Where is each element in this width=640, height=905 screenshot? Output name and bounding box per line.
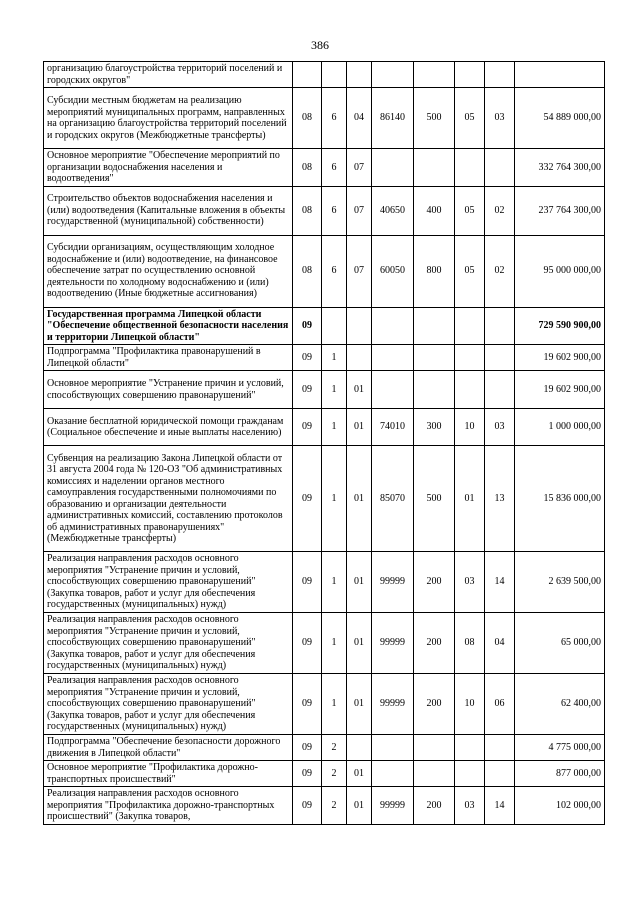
subsection-cell	[485, 62, 515, 88]
expense-type-cell: 200	[414, 674, 455, 735]
table-row	[44, 149, 605, 187]
program-code-cell: 09	[293, 761, 322, 787]
row-name-cell: Государственная программа Липецкой области "Обеспечение общественной безопасности населения и территории Липецкой области"	[44, 307, 293, 345]
program-code-cell: 09	[293, 446, 322, 552]
table-row	[44, 735, 605, 761]
section-cell: 10	[455, 409, 485, 446]
table-row	[44, 761, 605, 787]
program-code-cell: 09	[293, 409, 322, 446]
amount-cell: 19 602 900,00	[515, 345, 605, 371]
direction-code-cell	[372, 149, 414, 187]
row-name-cell: Основное мероприятие "Обеспечение мероприятий по организации водоснабжения населения и водоотведения"	[44, 149, 293, 187]
event-code-cell: 01	[347, 446, 372, 552]
subsection-cell: 06	[485, 674, 515, 735]
amount-cell: 62 400,00	[515, 674, 605, 735]
table-row	[44, 62, 605, 88]
direction-code-cell: 86140	[372, 88, 414, 149]
section-cell: 03	[455, 787, 485, 825]
event-code-cell	[347, 307, 372, 345]
event-code-cell: 01	[347, 761, 372, 787]
row-name-cell: Подпрограмма "Профилактика правонарушений в Липецкой области"	[44, 345, 293, 371]
section-cell	[455, 149, 485, 187]
expense-type-cell	[414, 371, 455, 409]
table-row	[44, 409, 605, 446]
program-code-cell: 09	[293, 735, 322, 761]
row-name-cell: Реализация направления расходов основного мероприятия "Устранение причин и условий, способствующих совершению правонарушений" (Закупка товаров, работ и услуг для обеспечения государственных (муниципальных) нужд)	[44, 674, 293, 735]
expense-type-cell: 200	[414, 787, 455, 825]
amount-cell	[515, 62, 605, 88]
direction-code-cell: 99999	[372, 674, 414, 735]
direction-code-cell	[372, 62, 414, 88]
subsection-cell	[485, 307, 515, 345]
direction-code-cell: 60050	[372, 235, 414, 307]
subsection-cell	[485, 371, 515, 409]
direction-code-cell: 40650	[372, 186, 414, 235]
event-code-cell: 01	[347, 613, 372, 674]
direction-code-cell	[372, 761, 414, 787]
subprogram-code-cell: 1	[322, 446, 347, 552]
table-row	[44, 446, 605, 552]
section-cell: 05	[455, 88, 485, 149]
subsection-cell: 03	[485, 88, 515, 149]
section-cell: 05	[455, 186, 485, 235]
row-name-cell: Подпрограмма "Обеспечение безопасности дорожного движения в Липецкой области"	[44, 735, 293, 761]
row-name-cell: Реализация направления расходов основного мероприятия "Устранение причин и условий, способствующих совершению правонарушений" (Закупка товаров, работ и услуг для обеспечения государственных (муниципальных) нужд)	[44, 613, 293, 674]
amount-cell: 729 590 900,00	[515, 307, 605, 345]
budget-table	[43, 61, 605, 825]
amount-cell: 65 000,00	[515, 613, 605, 674]
page-number: 386	[311, 38, 329, 52]
event-code-cell: 04	[347, 88, 372, 149]
program-code-cell: 09	[293, 307, 322, 345]
subsection-cell: 04	[485, 613, 515, 674]
section-cell	[455, 761, 485, 787]
direction-code-cell: 74010	[372, 409, 414, 446]
subprogram-code-cell: 6	[322, 186, 347, 235]
expense-type-cell: 800	[414, 235, 455, 307]
event-code-cell: 07	[347, 149, 372, 187]
event-code-cell: 01	[347, 674, 372, 735]
amount-cell: 19 602 900,00	[515, 371, 605, 409]
row-name-cell: организацию благоустройства территорий поселений и городских округов"	[44, 62, 293, 88]
table-row	[44, 307, 605, 345]
program-code-cell	[293, 62, 322, 88]
section-cell: 08	[455, 613, 485, 674]
section-cell: 03	[455, 552, 485, 613]
expense-type-cell: 500	[414, 446, 455, 552]
row-name-cell: Основное мероприятие "Устранение причин и условий, способствующих совершению правонарушений"	[44, 371, 293, 409]
table-row	[44, 674, 605, 735]
subsection-cell	[485, 149, 515, 187]
table-row	[44, 787, 605, 825]
amount-cell: 4 775 000,00	[515, 735, 605, 761]
amount-cell: 332 764 300,00	[515, 149, 605, 187]
program-code-cell: 08	[293, 186, 322, 235]
event-code-cell: 01	[347, 371, 372, 409]
subsection-cell: 02	[485, 235, 515, 307]
subprogram-code-cell: 2	[322, 761, 347, 787]
row-name-cell: Реализация направления расходов основного мероприятия "Устранение причин и условий, способствующих совершению правонарушений" (Закупка товаров, работ и услуг для обеспечения государственных (муниципальных) нужд)	[44, 552, 293, 613]
subsection-cell	[485, 761, 515, 787]
expense-type-cell	[414, 345, 455, 371]
program-code-cell: 08	[293, 149, 322, 187]
table-row	[44, 88, 605, 149]
event-code-cell: 01	[347, 409, 372, 446]
expense-type-cell	[414, 761, 455, 787]
event-code-cell: 07	[347, 186, 372, 235]
section-cell	[455, 371, 485, 409]
event-code-cell: 01	[347, 787, 372, 825]
amount-cell: 15 836 000,00	[515, 446, 605, 552]
event-code-cell	[347, 345, 372, 371]
expense-type-cell: 200	[414, 552, 455, 613]
subprogram-code-cell: 6	[322, 88, 347, 149]
table-row	[44, 235, 605, 307]
direction-code-cell	[372, 371, 414, 409]
expense-type-cell: 500	[414, 88, 455, 149]
event-code-cell	[347, 735, 372, 761]
program-code-cell: 08	[293, 88, 322, 149]
subprogram-code-cell: 1	[322, 613, 347, 674]
table-row	[44, 186, 605, 235]
expense-type-cell: 200	[414, 613, 455, 674]
expense-type-cell: 300	[414, 409, 455, 446]
subprogram-code-cell: 1	[322, 409, 347, 446]
subsection-cell: 02	[485, 186, 515, 235]
event-code-cell: 01	[347, 552, 372, 613]
direction-code-cell	[372, 735, 414, 761]
subsection-cell: 13	[485, 446, 515, 552]
direction-code-cell: 99999	[372, 787, 414, 825]
table-row	[44, 613, 605, 674]
direction-code-cell: 99999	[372, 552, 414, 613]
event-code-cell: 07	[347, 235, 372, 307]
row-name-cell: Основное мероприятие "Профилактика дорожно-транспортных происшествий"	[44, 761, 293, 787]
amount-cell: 2 639 500,00	[515, 552, 605, 613]
program-code-cell: 09	[293, 787, 322, 825]
row-name-cell: Оказание бесплатной юридической помощи гражданам (Социальное обеспечение и иные выплаты населению)	[44, 409, 293, 446]
program-code-cell: 09	[293, 674, 322, 735]
program-code-cell: 09	[293, 345, 322, 371]
table-row	[44, 371, 605, 409]
section-cell	[455, 307, 485, 345]
direction-code-cell: 99999	[372, 613, 414, 674]
amount-cell: 95 000 000,00	[515, 235, 605, 307]
amount-cell: 877 000,00	[515, 761, 605, 787]
subprogram-code-cell: 2	[322, 787, 347, 825]
subprogram-code-cell: 1	[322, 552, 347, 613]
subprogram-code-cell: 6	[322, 149, 347, 187]
subprogram-code-cell: 2	[322, 735, 347, 761]
program-code-cell: 08	[293, 235, 322, 307]
row-name-cell: Субсидии местным бюджетам на реализацию мероприятий муниципальных программ, направленных на организацию благоустройства территорий поселений и городских округов (Межбюджетные трансферты)	[44, 88, 293, 149]
amount-cell: 54 889 000,00	[515, 88, 605, 149]
direction-code-cell	[372, 345, 414, 371]
budget-table-body	[44, 62, 605, 825]
subsection-cell	[485, 735, 515, 761]
subsection-cell	[485, 345, 515, 371]
section-cell: 10	[455, 674, 485, 735]
subprogram-code-cell: 1	[322, 674, 347, 735]
section-cell	[455, 62, 485, 88]
subsection-cell: 03	[485, 409, 515, 446]
direction-code-cell: 85070	[372, 446, 414, 552]
amount-cell: 237 764 300,00	[515, 186, 605, 235]
section-cell: 01	[455, 446, 485, 552]
program-code-cell: 09	[293, 371, 322, 409]
expense-type-cell	[414, 735, 455, 761]
subprogram-code-cell: 6	[322, 235, 347, 307]
subsection-cell: 14	[485, 787, 515, 825]
program-code-cell: 09	[293, 552, 322, 613]
subprogram-code-cell: 1	[322, 345, 347, 371]
subprogram-code-cell	[322, 62, 347, 88]
event-code-cell	[347, 62, 372, 88]
expense-type-cell	[414, 62, 455, 88]
expense-type-cell: 400	[414, 186, 455, 235]
program-code-cell: 09	[293, 613, 322, 674]
amount-cell: 1 000 000,00	[515, 409, 605, 446]
expense-type-cell	[414, 149, 455, 187]
amount-cell: 102 000,00	[515, 787, 605, 825]
row-name-cell: Реализация направления расходов основного мероприятия "Профилактика дорожно-транспортных происшествий" (Закупка товаров,	[44, 787, 293, 825]
row-name-cell: Субвенция на реализацию Закона Липецкой области от 31 августа 2004 года № 120-ОЗ "Об административных комиссиях и наделении органов местного самоуправления государственными полномочиями по образованию и организации деятельности административных комиссий, составлению протоколов об административных правонарушениях" (Межбюджетные трансферты)	[44, 446, 293, 552]
subprogram-code-cell: 1	[322, 371, 347, 409]
row-name-cell: Субсидии организациям, осуществляющим холодное водоснабжение и (или) водоотведение, на финансовое обеспечение затрат по осуществлению основной деятельности по холодному водоснабжению и (или) водоотведению (Иные бюджетные ассигнования)	[44, 235, 293, 307]
direction-code-cell	[372, 307, 414, 345]
row-name-cell: Строительство объектов водоснабжения населения и (или) водоотведения (Капитальные вложения в объекты государственной (муниципальной) собственности)	[44, 186, 293, 235]
subsection-cell: 14	[485, 552, 515, 613]
section-cell	[455, 345, 485, 371]
section-cell: 05	[455, 235, 485, 307]
table-row	[44, 552, 605, 613]
subprogram-code-cell	[322, 307, 347, 345]
table-row	[44, 345, 605, 371]
section-cell	[455, 735, 485, 761]
expense-type-cell	[414, 307, 455, 345]
